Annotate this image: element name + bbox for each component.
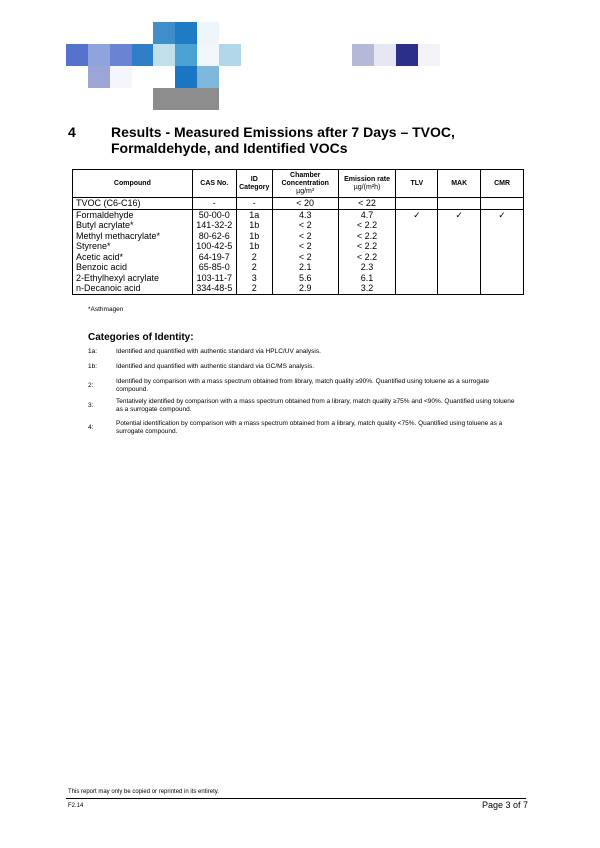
cell-compound: Butyl acrylate* [73, 220, 193, 231]
table-row [73, 209, 524, 220]
table-row [73, 262, 524, 273]
footer-form-code: F2.14 [68, 803, 84, 809]
cell-id: 1b [236, 231, 272, 242]
tvoc-chamber: < 20 [272, 198, 338, 210]
header-id-category: ID Category [236, 170, 272, 198]
cell-id: 2 [236, 283, 272, 294]
cell-chamber: 2.1 [272, 262, 338, 273]
table-row [73, 220, 524, 231]
tvoc-emission: < 22 [338, 198, 396, 210]
cell-id: 1a [236, 209, 272, 220]
cell-id: 1b [236, 241, 272, 252]
categories-heading: Categories of Identity: [88, 332, 194, 343]
cell-id: 3 [236, 273, 272, 284]
cell-mak [438, 273, 481, 284]
cell-compound: 2-Ethylhexyl acrylate [73, 273, 193, 284]
cell-mak [438, 283, 481, 294]
footer-copy-note: This report may only be copied or reprinted in its entirety. [68, 789, 219, 795]
cell-chamber: 4.3 [272, 209, 338, 220]
tvoc-cas: - [192, 198, 236, 210]
cell-cmr [481, 241, 524, 252]
cell-cmr: ✓ [481, 209, 524, 220]
cell-tlv [396, 273, 438, 284]
cell-mak [438, 231, 481, 242]
tvoc-cmr [481, 198, 524, 210]
table-row [73, 241, 524, 252]
table-row [73, 283, 524, 294]
tvoc-tlv [396, 198, 438, 210]
cell-emission: 4.7 [338, 209, 396, 220]
cell-cmr [481, 220, 524, 231]
category-text: Tentatively identified by comparison with a mass spectrum obtained from a library, match quality ≥75% and <90%. Quantified using toluene as a surrogate compound. [116, 398, 515, 413]
section-title: Results - Measured Emissions after 7 Days – TVOC, Formaldehyde, and Identified VOCs [111, 124, 455, 156]
category-text: Potential identification by comparison with a mass spectrum obtained from a library, match quality <75%. Quantified using toluene as a surrogate compound. [116, 420, 503, 435]
cell-cmr [481, 283, 524, 294]
cell-mak [438, 220, 481, 231]
cell-chamber: 5.6 [272, 273, 338, 284]
category-code: 2: [88, 382, 94, 389]
category-text: Identified by comparison with a mass spectrum obtained from library, match quality ≥90%. Quantified using toluene as a surrogate compound. [116, 378, 490, 393]
category-code: 4: [88, 424, 94, 431]
cell-mak [438, 252, 481, 263]
cell-emission: 3.2 [338, 283, 396, 294]
cell-emission: < 2.2 [338, 252, 396, 263]
cell-cmr [481, 273, 524, 284]
cell-cas: 64-19-7 [192, 252, 236, 263]
category-text: Identified and quantified with authentic standard via HPLC/UV analysis. [116, 348, 321, 355]
cell-emission: 6.1 [338, 273, 396, 284]
cell-tlv [396, 283, 438, 294]
table-header-row [73, 170, 524, 198]
header-mak: MAK [438, 170, 481, 198]
cell-tlv [396, 262, 438, 273]
header-compound: Compound [73, 170, 193, 198]
cell-mak [438, 262, 481, 273]
cell-compound: n-Decanoic acid [73, 283, 193, 294]
cell-cas: 334-48-5 [192, 283, 236, 294]
header-cmr: CMR [481, 170, 524, 198]
cell-tlv [396, 231, 438, 242]
cell-cas: 100-42-5 [192, 241, 236, 252]
cell-cas: 50-00-0 [192, 209, 236, 220]
cell-tlv [396, 252, 438, 263]
cell-emission: < 2.2 [338, 220, 396, 231]
cell-id: 1b [236, 220, 272, 231]
header-cas: CAS No. [192, 170, 236, 198]
cell-emission: < 2.2 [338, 241, 396, 252]
results-table [72, 169, 524, 295]
cell-cas: 103-11-7 [192, 273, 236, 284]
cell-cmr [481, 262, 524, 273]
footer-page-number: Page 3 of 7 [481, 800, 528, 810]
footer-divider [66, 798, 526, 799]
section-number: 4 [68, 124, 76, 140]
cell-compound: Acetic acid* [73, 252, 193, 263]
tvoc-id: - [236, 198, 272, 210]
asthmagen-footnote: *Asthmagen [88, 306, 124, 313]
cell-emission: 2.3 [338, 262, 396, 273]
header-tlv: TLV [396, 170, 438, 198]
table-row [73, 231, 524, 242]
header-emission-unit: µg/(m²h) [353, 183, 381, 191]
tvoc-compound: TVOC (C6-C16) [73, 198, 193, 210]
cell-emission: < 2.2 [338, 231, 396, 242]
cell-mak [438, 241, 481, 252]
category-code: 1a: [88, 348, 98, 355]
cell-id: 2 [236, 262, 272, 273]
cell-chamber: < 2 [272, 220, 338, 231]
cell-compound: Styrene* [73, 241, 193, 252]
tvoc-mak [438, 198, 481, 210]
cell-cas: 65-85-0 [192, 262, 236, 273]
cell-compound: Methyl methacrylate* [73, 231, 193, 242]
category-code: 3: [88, 402, 94, 409]
header-emission [338, 170, 396, 198]
header-chamber-unit: µg/m³ [296, 187, 315, 195]
cell-cmr [481, 231, 524, 242]
cell-chamber: 2.9 [272, 283, 338, 294]
table-row-tvoc [73, 198, 524, 210]
cell-cas: 141-32-2 [192, 220, 236, 231]
table-row [73, 273, 524, 284]
header-chamber [272, 170, 338, 198]
cell-mak: ✓ [438, 209, 481, 220]
cell-tlv [396, 220, 438, 231]
header-chamber-label: Chamber Concentration [281, 171, 329, 187]
header-emission-label: Emission rate [344, 175, 391, 183]
cell-cas: 80-62-6 [192, 231, 236, 242]
cell-compound: Benzoic acid [73, 262, 193, 273]
cell-chamber: < 2 [272, 241, 338, 252]
category-text: Identified and quantified with authentic standard via GC/MS analysis. [116, 363, 315, 370]
cell-chamber: < 2 [272, 252, 338, 263]
cell-chamber: < 2 [272, 231, 338, 242]
cell-cmr [481, 252, 524, 263]
cell-compound: Formaldehyde [73, 209, 193, 220]
category-code: 1b: [88, 363, 98, 370]
cell-id: 2 [236, 252, 272, 263]
cell-tlv: ✓ [396, 209, 438, 220]
table-row [73, 252, 524, 263]
cell-tlv [396, 241, 438, 252]
